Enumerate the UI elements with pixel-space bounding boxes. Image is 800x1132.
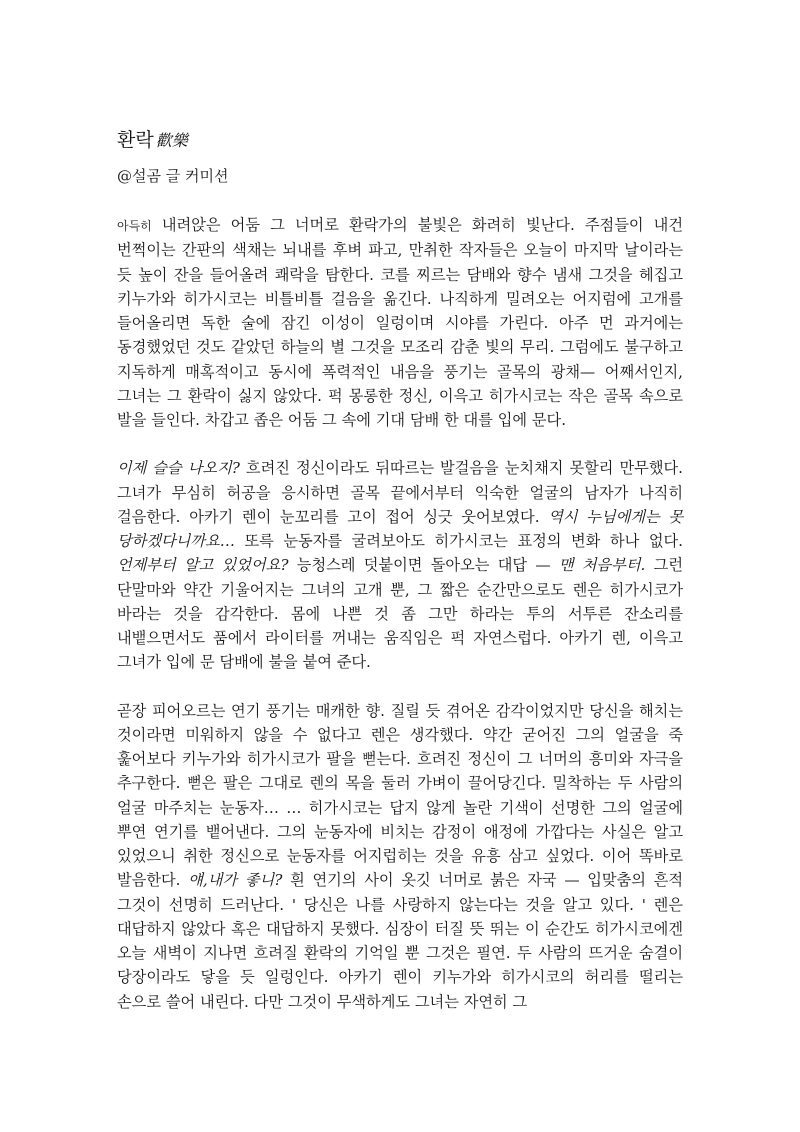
- text-run: 내려앉은 어둠 그 너머로 환락가의 불빛은 화려히 빛난다. 주점들이 내건 번쩍이는 간판의 색채는 뇌내를 후벼 파고, 만취한 작자들은 오늘이 마지막 날이라는 듯 높이 잔을 들어올려 쾌락을 탐한다. 코를 찌르는 담배와 향수 냄새 그것을 헤집고 키누가와 히가시코는 비틀비틀 걸음을 옮긴다. 나직하게 밀려오는 어지럼에 고개를 들어올리면 독한 술에 잠긴 이성이 일렁이며 시야를 가린다. 아주 먼 과거에는 동경했었던 것도 같았던 하늘의 별 그것을 모조리 감춘 빛의 무리. 그럼에도 불구하고 지독하게 매혹적이고 동시에 폭력적인 내음을 풍기는 골목의 광채— 어째서인지, 그녀는 그 환락이 싫지 않았다. 퍽 몽롱한 정신, 이윽고 히가시코는 작은 골목 속으로 발을 들인다. 차갑고 좁은 어둠 그 속에 기대 담배 한 대를 입에 문다.: [117, 216, 683, 429]
- body-paragraph: [117, 699, 683, 1014]
- italic-dialogue: 얘,내가 좋니?: [188, 871, 283, 890]
- italic-dialogue: 역시 누님에게는 못 당하겠다니까요…: [117, 507, 683, 550]
- title-text: 환락: [117, 129, 154, 151]
- text-run: 그런 단말마와 약간 기울어지는 그녀의 고개 뿐, 그 짧은 순간만으로도 렌은 히가시코가 바라는 것을 감각한다. 몸에 나쁜 것 좀 그만 하라는 투의 서투른 잔소리를 내뱉으면서도 품에서 라이터를 꺼내는 움직임은 퍽 자연스럽다. 아카기 렌, 이윽고 그녀가 입에 문 담배에 불을 붙여 준다.: [117, 556, 684, 672]
- text-run: 흰 연기의 사이 옷깃 너머로 붉은 자국 — 입맞춤의 흔적 그것이 선명히 드러난다. ' 당신은 나를 사랑하지 않는다는 것을 알고 있다. ' 렌은 대답하지 않았다 혹은 대답하지 못했다. 심장이 터질 뜻 뛰는 이 순간도 히가시코에겐 오늘 새벽이 지나면 흐려질 환락의 기억일 뿐 그것은 필연. 두 사람의 뜨거운 숨결이 당장이라도 닿을 듯 일렁인다. 아카기 렌이 키누가와 히가시코의 허리를 떨리는 손으로 쓸어 내린다. 다만 그것이 무색하게도 그녀는 자연히 그: [117, 871, 684, 1011]
- text-run: 또륵 눈동자를 굴려보아도 히가시코는 표정의 변화 하나 없다.: [234, 532, 683, 550]
- italic-dialogue: 맨 처음부터.: [558, 556, 646, 575]
- byline: @설곰 글 커미션: [117, 167, 229, 185]
- text-run: 곧장 피어오르는 연기 풍기는 매캐한 향. 질릴 듯 겪어온 감각이었지만 당신을 해치는 것이라면 미워하지 않을 수 없다고 렌은 생각했다. 약간 굳어진 그의 얼굴을 죽 훑어보다 키누가와 히가시코가 팔을 뻗는다. 흐려진 정신이 그 너머의 흥미와 자극을 추구한다. 뻗은 팔은 그대로 렌의 목을 둘러 가벼이 끌어당긴다. 밀착하는 두 사람의 얼굴 마주치는 눈동자… … 히가시코는 답지 않게 놀란 기색이 선명한 그의 얼굴에 뿌연 연기를 뱉어낸다. 그의 눈동자에 비치는 감정이 애정에 가깝다는 사실은 알고 있었으니 취한 정신으로 눈동자를 어지럽히는 것을 유흥 삼고 싶었다. 이어 똑바로 발음한다.: [117, 701, 683, 890]
- text-run: 흐려진 정신이라도 뒤따르는 발걸음을 눈치채지 못할리 만무했다. 그녀가 무심히 허공을 응시하면 골목 끝에서부터 익숙한 얼굴의 남자가 나직히 걸음한다. 아카기 렌이 눈꼬리를 고이 접어 싱긋 웃어보였다.: [117, 459, 683, 526]
- document-page: [117, 128, 683, 1014]
- document-title: [117, 128, 683, 153]
- italic-dialogue: 언제부터 알고 있었어요?: [117, 556, 289, 575]
- body-paragraph: [117, 213, 683, 432]
- text-run: 능청스레 덧붙이면 돌아오는 대답 —: [288, 556, 559, 575]
- italic-dialogue: 이제 슬슬 나오지?: [117, 459, 240, 478]
- title-hanja: 歡樂: [155, 131, 188, 150]
- document-body: [117, 213, 683, 1014]
- small-text-run: 아득히: [117, 219, 152, 233]
- body-paragraph: [117, 456, 683, 674]
